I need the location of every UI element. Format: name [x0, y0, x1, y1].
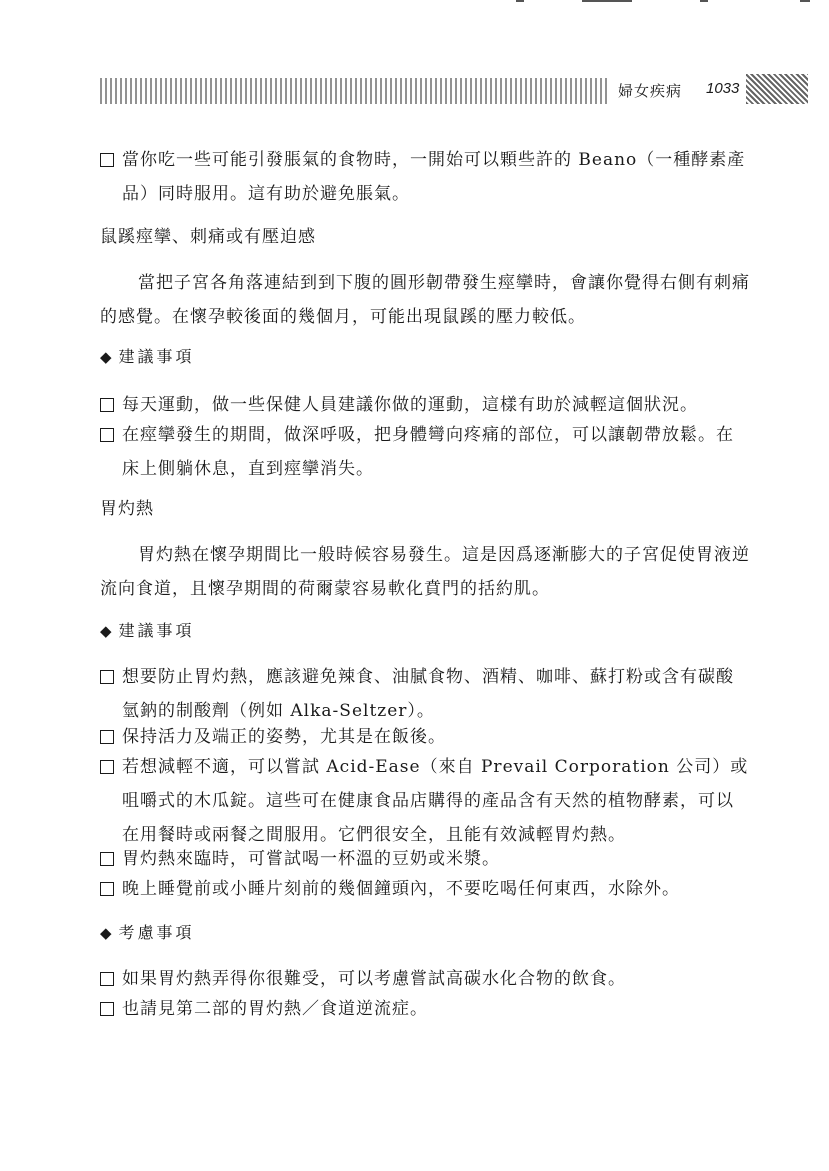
- list-item-text: 每天運動，做一些保健人員建議你做的運動，這樣有助於減輕這個狀況。: [122, 395, 698, 415]
- list-item-text: 當你吃一些可能引發脹氣的食物時，一開始可以顆些許的 Beano（一種酵素產品）同時服用。這有助於避免脹氣。: [122, 150, 746, 204]
- list-item: [100, 720, 750, 754]
- list-item: [100, 388, 750, 422]
- list-item-text: 保持活力及端正的姿勢，尤其是在飯後。: [122, 727, 446, 747]
- checkbox-bullet-icon: [100, 428, 114, 442]
- list-item: [100, 992, 750, 1026]
- top-scan-mark: [516, 0, 524, 2]
- subsection-heading-text: 建議事項: [118, 347, 195, 366]
- diamond-bullet-icon: ◆: [100, 924, 115, 942]
- section-heading: 鼠蹊痙攣、刺痛或有壓迫感: [100, 227, 316, 247]
- list-item: [100, 143, 750, 211]
- subsection-heading: [100, 614, 195, 648]
- list-item-text: 也請見第二部的胃灼熱／食道逆流症。: [122, 999, 428, 1019]
- checkbox-bullet-icon: [100, 670, 114, 684]
- diamond-bullet-icon: ◆: [100, 622, 115, 640]
- header-page-number: 1033: [706, 80, 740, 97]
- list-item-text: 想要防止胃灼熱，應該避免辣食、油膩食物、酒精、咖啡、蘇打粉或含有碳酸氫鈉的制酸劑（例如 Alka-Seltzer）。: [122, 667, 734, 721]
- list-item: [100, 962, 750, 996]
- top-scan-mark: [582, 0, 632, 2]
- checkbox-bullet-icon: [100, 153, 114, 167]
- checkbox-bullet-icon: [100, 398, 114, 412]
- list-item: [100, 842, 750, 876]
- subsection-heading-text: 考慮事項: [118, 923, 195, 942]
- checkbox-bullet-icon: [100, 1002, 114, 1016]
- list-item: [100, 872, 750, 906]
- checkbox-bullet-icon: [100, 852, 114, 866]
- section-paragraph: 當把子宮各角落連結到到下腹的圓形韌帶發生痙攣時，會讓你覺得右側有刺痛的感覺。在懷孕較後面的幾個月，可能出現鼠蹊的壓力較低。: [100, 273, 750, 327]
- diamond-bullet-icon: ◆: [100, 348, 115, 366]
- section-paragraph: 胃灼熱在懷孕期間比一般時候容易發生。這是因爲逐漸膨大的子宮促使胃液逆流向食道，且懷孕期間的荷爾蒙容易軟化賁門的括約肌。: [100, 545, 750, 599]
- checkbox-bullet-icon: [100, 730, 114, 744]
- list-item-text: 若想減輕不適，可以嘗試 Acid-Ease（來自 Prevail Corporation 公司）或咀嚼式的木瓜錠。這些可在健康食品店購得的產品含有天然的植物酵素，可以在用餐時或兩餐之間服用。它們很安全，且能有效減輕胃灼熱。: [122, 757, 749, 845]
- list-item-text: 如果胃灼熱弄得你很難受，可以考慮嘗試高碳水化合物的飲食。: [122, 969, 626, 989]
- section-heading: 胃灼熱: [100, 499, 154, 519]
- list-item: [100, 418, 750, 486]
- subsection-heading-text: 建議事項: [118, 621, 195, 640]
- list-item-text: 晚上睡覺前或小睡片刻前的幾個鐘頭內，不要吃喝任何東西，水除外。: [122, 879, 680, 899]
- list-item-text: 在痙攣發生的期間，做深呼吸，把身體彎向疼痛的部位，可以讓韌帶放鬆。在床上側躺休息，直到痙攣消失。: [122, 425, 734, 479]
- header-decorative-band: [100, 78, 610, 104]
- checkbox-bullet-icon: [100, 760, 114, 774]
- list-item: [100, 660, 750, 728]
- subsection-heading: [100, 916, 195, 950]
- list-item: [100, 750, 750, 852]
- checkbox-bullet-icon: [100, 882, 114, 896]
- subsection-heading: [100, 340, 195, 374]
- list-item-text: 胃灼熱來臨時，可嘗試喝一杯溫的豆奶或米漿。: [122, 849, 500, 869]
- header-ornament: [746, 74, 808, 104]
- header-chapter-label: 婦女疾病: [618, 82, 683, 100]
- checkbox-bullet-icon: [100, 972, 114, 986]
- top-scan-mark: [800, 0, 810, 2]
- top-scan-mark: [700, 0, 708, 2]
